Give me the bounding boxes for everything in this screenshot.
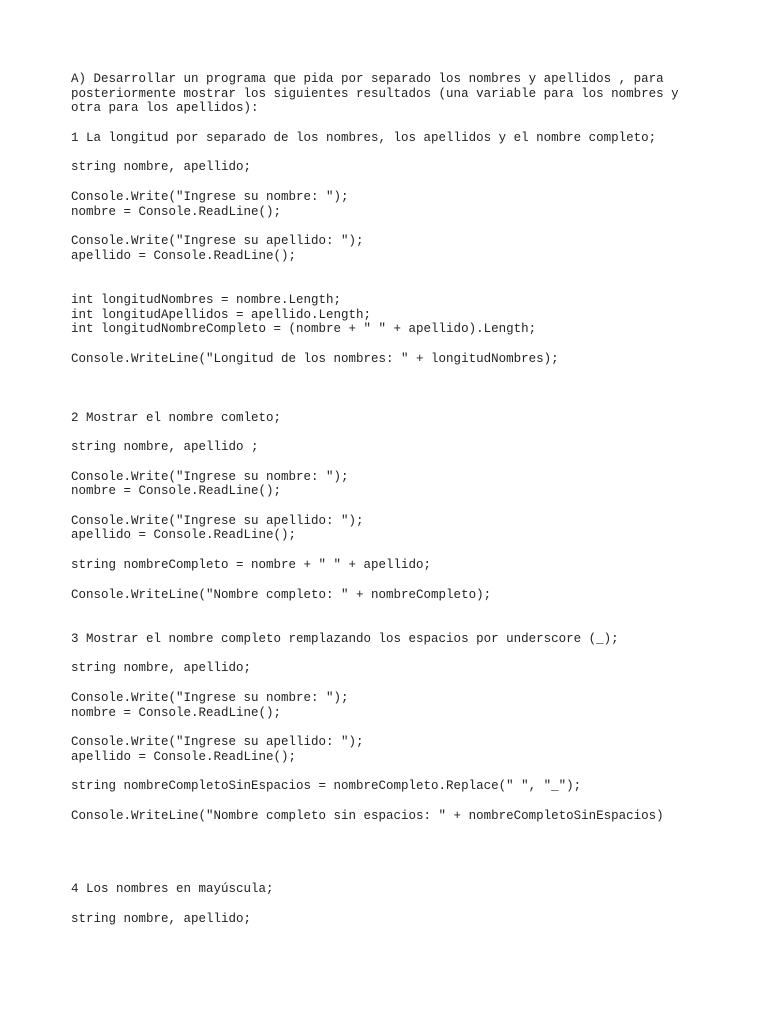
code-line: apellido = Console.ReadLine(); [71, 528, 297, 543]
document-page [71, 72, 751, 927]
code-line: Console.WriteLine("Nombre completo: " + nombreCompleto); [71, 587, 492, 602]
intro-line: posteriormente mostrar los siguientes resultados (una variable para los nombres y [71, 86, 679, 101]
code-line: string nombre, apellido ; [71, 440, 259, 455]
code-line: Console.WriteLine("Nombre completo sin espacios: " + nombreCompletoSinEspacios) [71, 809, 664, 823]
intro-paragraph [71, 72, 751, 116]
code-line: string nombre, apellido; [71, 661, 252, 676]
section-3-heading: 3 Mostrar el nombre completo remplazando los espacios por underscore (_); [71, 631, 619, 646]
code-line: Console.Write("Ingrese su apellido: "); [71, 234, 364, 249]
section-4-heading: 4 Los nombres en mayúscula; [71, 882, 274, 897]
code-line: Console.WriteLine("Longitud de los nombres: " + longitudNombres); [71, 351, 559, 366]
section-1-heading: 1 La longitud por separado de los nombres, los apellidos y el nombre completo; [71, 130, 657, 145]
code-line: string nombre, apellido; [71, 160, 252, 175]
code-line: int longitudApellidos = apellido.Length; [71, 307, 372, 322]
code-line: int longitudNombres = nombre.Length; [71, 292, 342, 307]
code-line: nombre = Console.ReadLine(); [71, 705, 282, 720]
code-line: nombre = Console.ReadLine(); [71, 484, 282, 499]
code-line: string nombreCompleto = nombre + " " + apellido; [71, 558, 432, 573]
code-line: Console.Write("Ingrese su apellido: "); [71, 735, 364, 750]
code-line: nombre = Console.ReadLine(); [71, 204, 282, 219]
code-line: string nombreCompletoSinEspacios = nombreCompleto.Replace(" ", "_"); [71, 779, 582, 794]
code-line: Console.Write("Ingrese su nombre: "); [71, 691, 349, 706]
section-2-heading: 2 Mostrar el nombre comleto; [71, 410, 282, 425]
code-line: int longitudNombreCompleto = (nombre + " " + apellido).Length; [71, 322, 537, 337]
code-line: Console.Write("Ingrese su nombre: "); [71, 189, 349, 204]
code-line: apellido = Console.ReadLine(); [71, 749, 297, 764]
code-line: Console.Write("Ingrese su nombre: "); [71, 469, 349, 484]
code-line: Console.Write("Ingrese su apellido: "); [71, 513, 364, 528]
intro-line: otra para los apellidos): [71, 101, 259, 116]
code-line: string nombre, apellido; [71, 911, 252, 926]
code-line: apellido = Console.ReadLine(); [71, 248, 297, 263]
intro-line: A) Desarrollar un programa que pida por separado los nombres y apellidos , para [71, 72, 664, 86]
